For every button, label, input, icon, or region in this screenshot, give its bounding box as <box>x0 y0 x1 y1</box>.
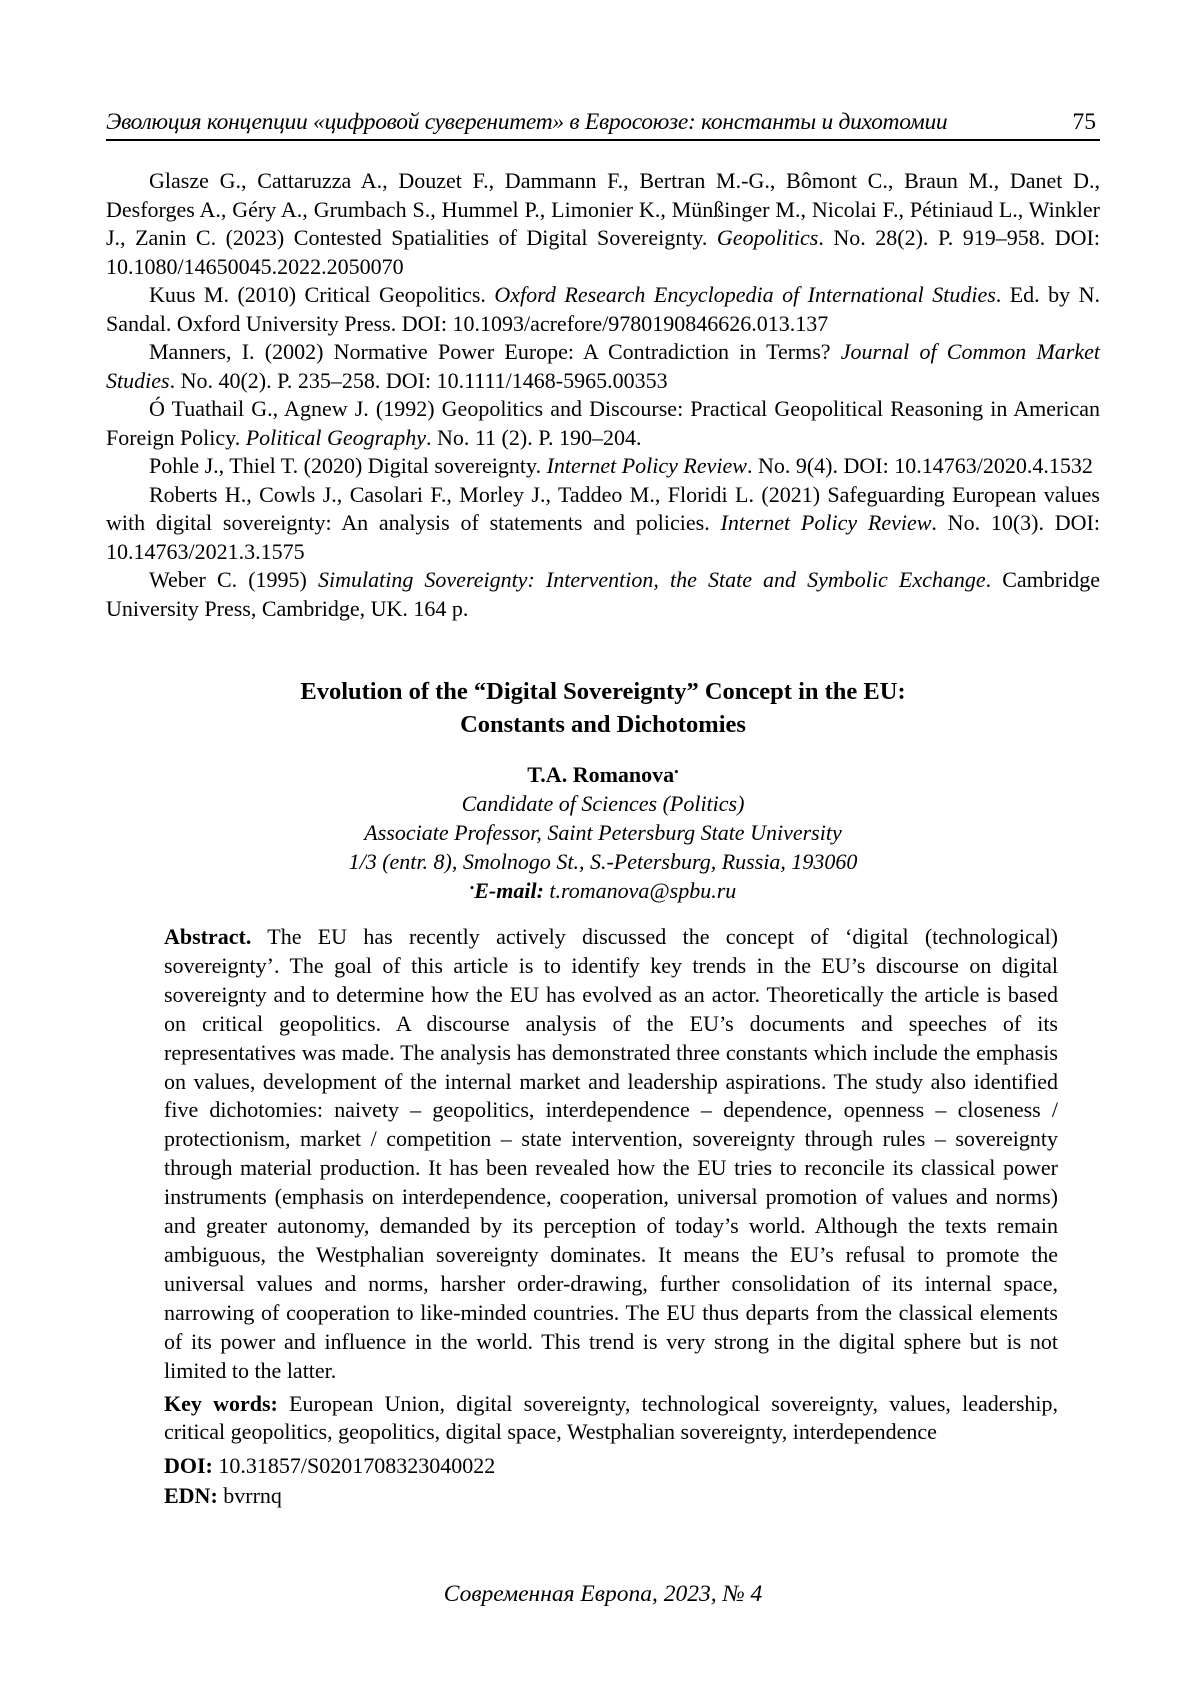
journal-footer: Современная Европа, 2023, № 4 <box>443 1581 763 1607</box>
author-address: 1/3 (entr. 8), Smolnogo St., S.-Petersburg, Russia, 193060 <box>348 849 858 874</box>
reference-item: Kuus M. (2010) Critical Geopolitics. Oxford Research Encyclopedia of International Studies. Ed. by N. Sandal. Oxford University Press. DOI: 10.1093/acrefore/9780190846626.013.137 <box>106 282 1101 336</box>
reference-item: Ó Tuathail G., Agnew J. (1992) Geopolitics and Discourse: Practical Geopolitical Reasoning in American Foreign Policy. Political Geography. No. 11 (2). P. 190–204. <box>106 396 1100 450</box>
author-info <box>106 760 1100 905</box>
reference-item: Manners, I. (2002) Normative Power Europe: A Contradiction in Terms? Journal of Common Market Studies. No. 40(2). P. 235–258. DOI: 10.1111/1468-5965.00353 <box>106 339 1100 393</box>
author-email-line <box>106 876 1100 905</box>
edn-label: EDN: <box>164 1483 218 1509</box>
author-footnote-mark: • <box>674 764 679 779</box>
author-name-line <box>106 760 1100 789</box>
abstract-section <box>164 923 1058 1511</box>
author-name: T.A. Romanova <box>527 762 675 787</box>
abstract-label: Abstract. <box>164 924 252 949</box>
reference-item: Roberts H., Cowls J., Casolari F., Morley J., Taddeo M., Floridi L. (2021) Safeguarding European values with digital sovereignty: An analysis of statements and policies. Internet Policy Review. No. 10(3). DOI: 10.14763/2021.3.1575 <box>106 481 1100 564</box>
email-address[interactable]: t.romanova@spbu.ru <box>549 878 737 903</box>
abstract <box>164 923 1058 1386</box>
article-title-line-1: Evolution of the “Digital Sovereignty” Concept in the EU: <box>300 678 906 705</box>
page-number: 75 <box>1072 109 1096 135</box>
running-header <box>106 107 1100 141</box>
author-position: Associate Professor, Saint Petersburg State University <box>364 820 842 845</box>
email-footnote-mark: • <box>469 880 475 895</box>
abstract-text: The EU has recently actively discussed the concept of ‘digital (technological) sovereignty’. The goal of this article is to identify key trends in the EU’s discourse on digital sovereignty and to determine how the EU has evolved as an actor. Theoretically the article is based on critical geopolitics. A discourse analysis of the EU’s documents and speeches of its representatives was made. The analysis has demonstrated three constants which include the emphasis on values, development of the internal market and leadership aspirations. The study also identified five dichotomies: naivety – geopolitics, interdependence – dependence, openness – closeness / protectionism, market / competition – state intervention, sovereignty through rules – sovereignty through material production. It has been revealed how the EU tries to reconcile its classical power instruments (emphasis on interdependence, cooperation, universal promotion of values and norms) and greater autonomy, demanded by its perception of today’s world. Although the texts remain ambiguous, the Westphalian sovereignty dominates. It means the EU’s refusal to promote the universal values and norms, harsher order-drawing, further consolidation of its internal space, narrowing of cooperation to like-minded countries. The EU thus departs from the classical elements of its power and influence in the world. This trend is very strong in the digital sphere but is not limited to the latter. <box>164 924 1059 1383</box>
edn-value: bvrrnq <box>223 1483 282 1509</box>
edn-line <box>164 1481 1058 1511</box>
doi-label: DOI: <box>164 1453 213 1479</box>
doi-value[interactable]: 10.31857/S0201708323040022 <box>218 1453 496 1479</box>
author-degree: Candidate of Sciences (Politics) <box>461 791 745 816</box>
reference-item: Pohle J., Thiel T. (2020) Digital sovereignty. Internet Policy Review. No. 9(4). DOI: 10.14763/2020.4.1532 <box>149 453 1093 478</box>
email-label: E-mail: <box>474 878 544 903</box>
reference-list <box>106 167 1100 623</box>
doi-line <box>164 1451 1058 1481</box>
keywords <box>164 1390 1058 1448</box>
keywords-label: Key words: <box>164 1390 278 1416</box>
reference-item: Glasze G., Cattaruzza A., Douzet F., Dammann F., Bertran M.-G., Bômont C., Braun M., Danet D., Desforges A., Géry A., Grumbach S., Hummel P., Limonier K., Münßinger M., Nicolai F., Pétiniaud L., Winkler J., Zanin C. (2023) Contested Spatialities of Digital Sovereignty. Geopolitics. No. 28(2). P. 919–958. DOI: 10.1080/14650045.2022.2050070 <box>106 168 1100 279</box>
running-title: Эволюция концепции «цифровой суверенитет» в Евросоюзе: константы и дихотомии <box>106 109 948 135</box>
keywords-text: European Union, digital sovereignty, technological sovereignty, values, leadership, critical geopolitics, geopolitics, digital space, Westphalian sovereignty, interdependence <box>164 1390 1058 1445</box>
reference-item: Weber C. (1995) Simulating Sovereignty: Intervention, the State and Symbolic Exchange. Cambridge University Press, Cambridge, UK. 164 p. <box>106 567 1100 621</box>
article-title <box>106 675 1100 741</box>
article-title-line-2: Constants and Dichotomies <box>460 711 746 738</box>
